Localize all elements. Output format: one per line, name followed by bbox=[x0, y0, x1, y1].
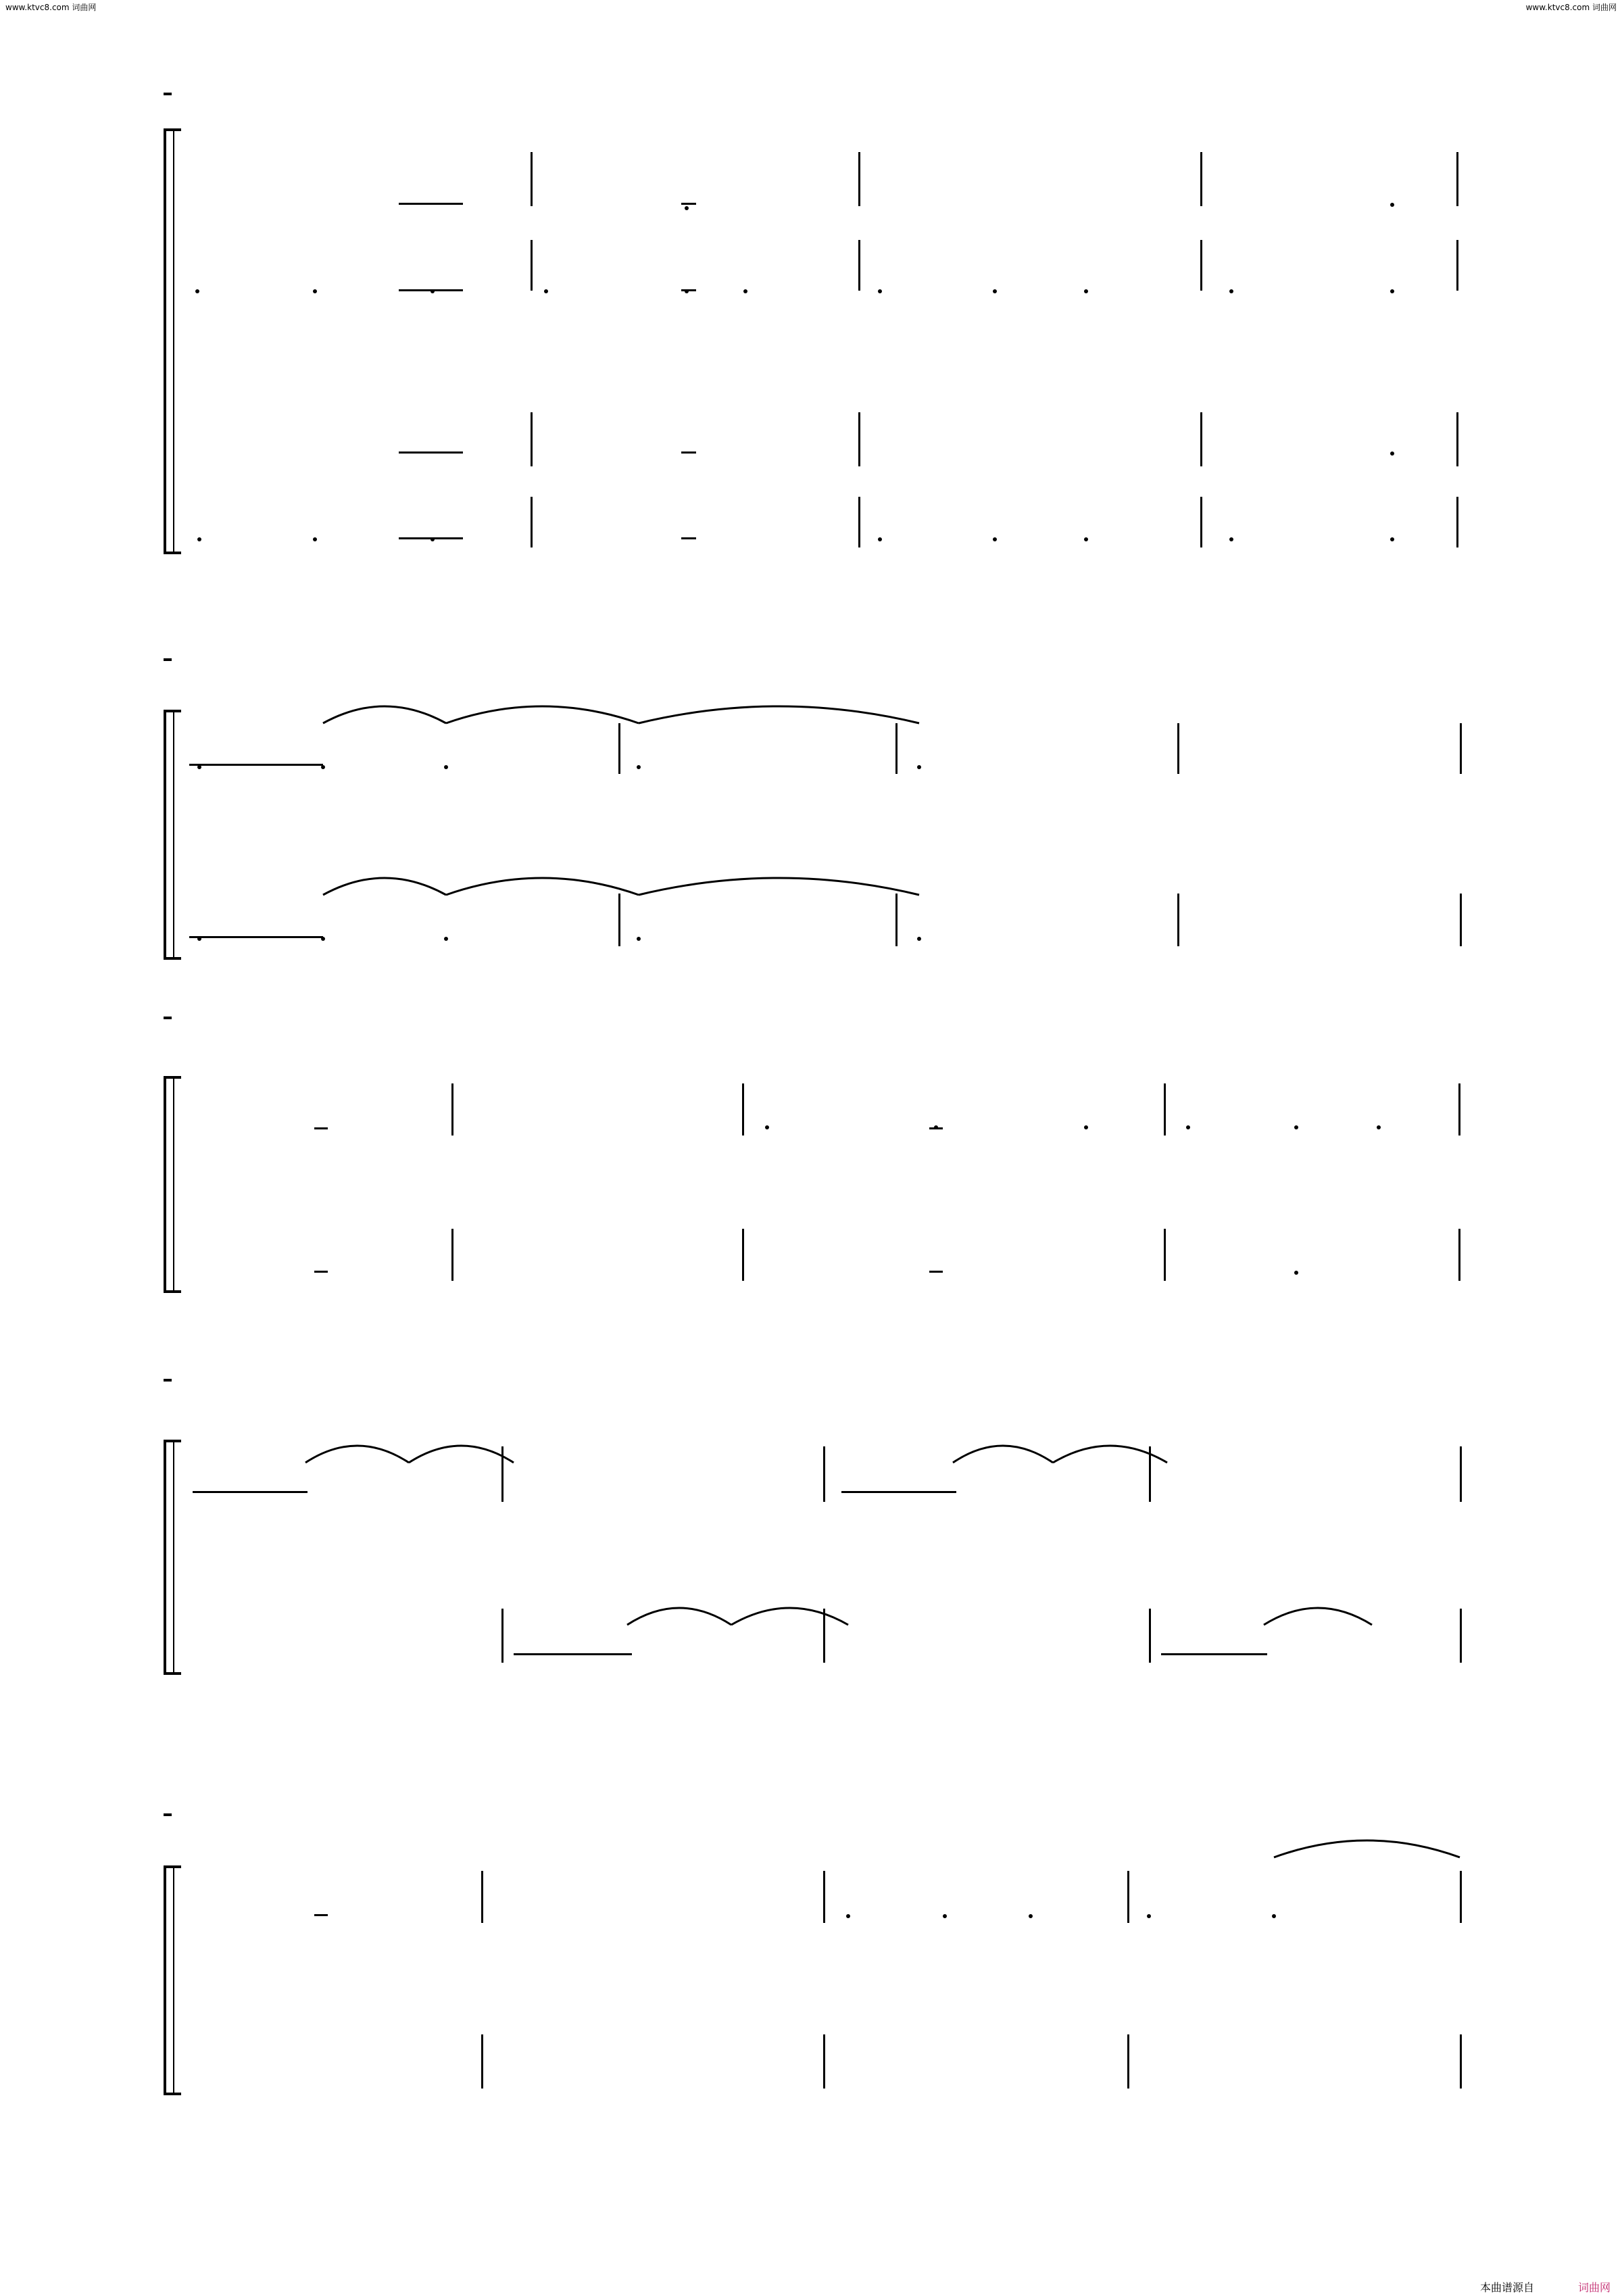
header-right-text: www.ktvc8.com 词曲网 bbox=[1525, 3, 1617, 12]
header-left-text: www.ktvc8.com 词曲网 bbox=[5, 3, 97, 12]
footer-right-text: 词曲网 bbox=[1578, 2281, 1611, 2294]
slur-arc bbox=[1274, 1840, 1460, 1857]
footer-left-text: 本曲谱源自 bbox=[1480, 2281, 1535, 2294]
